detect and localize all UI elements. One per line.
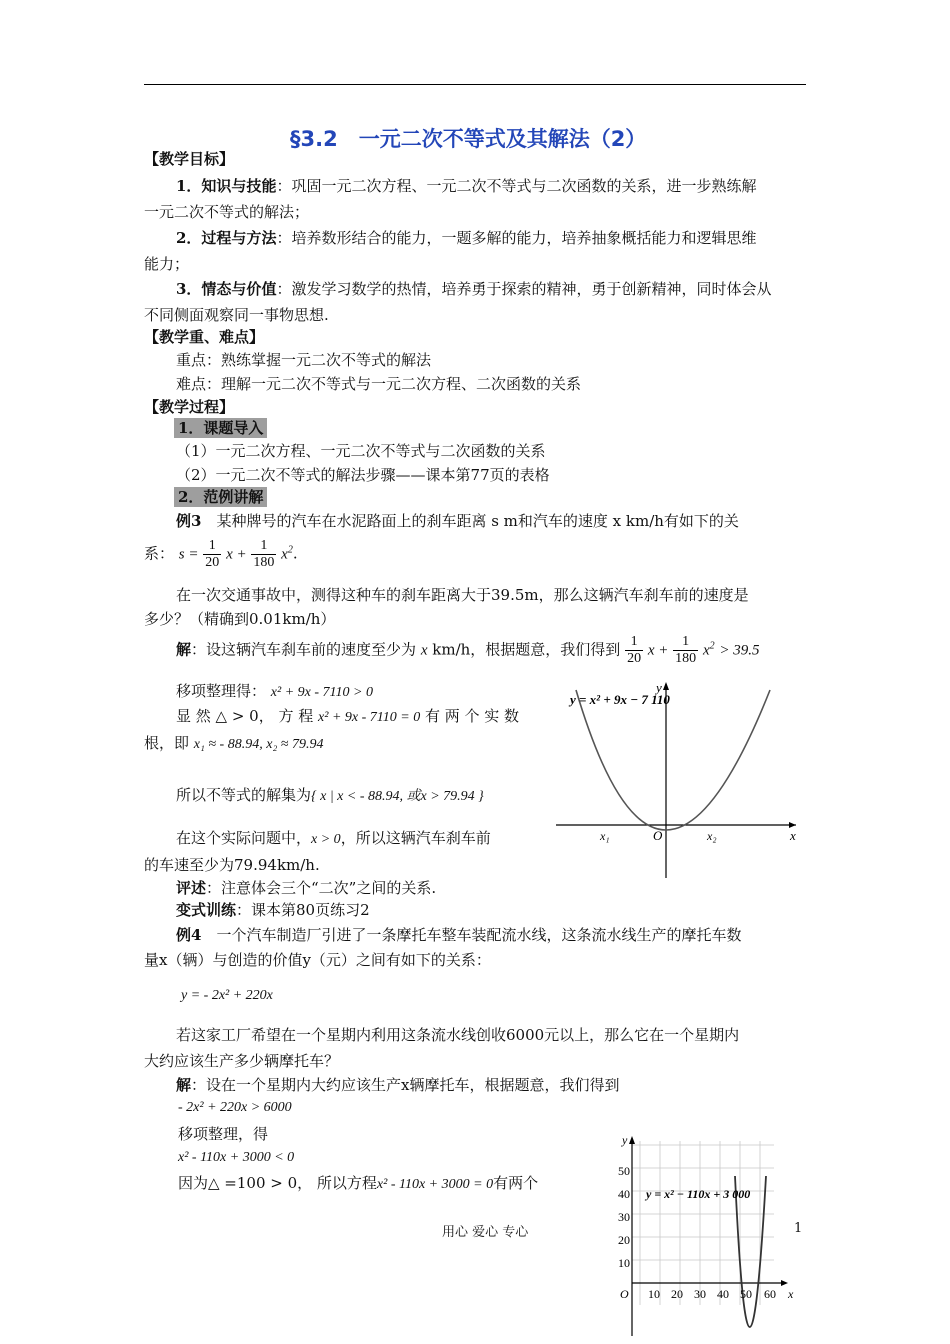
ex3-solset-a: 所以不等式的解集为 (176, 786, 312, 804)
page-number: 1 (794, 1221, 803, 1236)
drill-label: 变式训练 (176, 901, 237, 919)
ex4-sol-text: ：设在一个星期内大约应该生产x辆摩托车，根据题意，我们得到 (191, 1076, 620, 1094)
ex4-text: 一个汽车制造厂引进了一条摩托车整车装配流水线，这条流水线生产的摩托车数 (201, 926, 742, 944)
ex3-comment (176, 878, 436, 898)
graph2-y-ticks (618, 1164, 630, 1270)
x-axis-arrow (781, 1280, 788, 1286)
ex3-sol-label: 解 (176, 640, 192, 659)
ex3-solset-line (176, 785, 484, 807)
frac-denominator: 180 (675, 651, 697, 666)
y-tick-label: 20 (618, 1233, 630, 1247)
ex4-statement (176, 925, 741, 945)
ex3-sol-text2: km/h，根据题意，我们得到 (432, 640, 621, 659)
ex3-sol-gt: > 39.5 (719, 642, 760, 659)
keypoints-heading: 【教学重、难点】 (144, 328, 265, 346)
ex3-real-b: ，所以这辆汽车刹车前 (340, 829, 491, 847)
ex3-sol-x2: x (702, 642, 710, 659)
keypoint-hard: 难点：理解一元二次不等式与一元二次方程、二次函数的关系 (176, 375, 582, 393)
ex4-ineq2: x² - 110x + 3000 < 0 (178, 1150, 295, 1165)
page-title: §3.2 一元二次不等式及其解法（2） (290, 127, 647, 151)
graph1-x2-label: x₂ (707, 829, 717, 843)
parabola-graph-1 (556, 680, 806, 880)
ex3-period: . (292, 544, 298, 563)
ex3-p2-cont: 多少？（精确到0.01km/h） (144, 610, 336, 628)
ex3-sol-text: ：设这辆汽车刹车前的速度至少为 (191, 640, 417, 659)
graph1-equation: y = x² + 9x − 7 110 (570, 692, 670, 707)
ex3-real-a: 在这个实际问题中， (176, 829, 312, 847)
footer-motto: 用心 爱心 专心 (442, 1225, 529, 1240)
ex3-show-b: 有 两 个 实 数 (424, 707, 520, 725)
ex3-frac-1 (203, 538, 221, 571)
goal-1 (176, 176, 756, 196)
comment-label: 评述 (176, 879, 207, 897)
ex3-p2: 在一次交通事故中，测得这种车的刹车距离大于39.5m，那么这辆汽车刹车前的速度是 (176, 586, 749, 604)
graph2-equation: y = x² − 110x + 3 000 (646, 1187, 751, 1201)
x-tick-label: 20 (671, 1287, 683, 1301)
graph2-grid (632, 1141, 774, 1305)
frac-denominator: 180 (253, 555, 275, 570)
ex3-label: 例3 (176, 512, 202, 530)
goal-2 (176, 228, 756, 248)
frac-denominator: 20 (627, 651, 642, 666)
ex3-formula-line (144, 538, 298, 578)
ex3-frac-2 (251, 538, 276, 571)
superscript-2: 2 (709, 640, 715, 652)
process-heading: 【教学过程】 (144, 398, 235, 416)
graph2-origin-label: O (620, 1287, 629, 1301)
goal-1-label: 1．知识与技能 (176, 177, 277, 195)
section-examples: 2．范例讲解 (174, 487, 267, 507)
ex4-because-a: 因为△ =100 > 0， 所以方程 (178, 1174, 377, 1192)
frac-numerator: 1 (203, 538, 221, 555)
ex4-p2-cont: 大约应该生产多少辆摩托车？ (144, 1052, 340, 1070)
ex4-label: 例4 (176, 926, 202, 944)
ex3-formula-s: s = (178, 546, 199, 563)
ex4-because-line (178, 1173, 538, 1195)
ex3-real-cont: 的车速至少为79.94km/h. (144, 856, 320, 874)
goal-3-text: ：激发学习数学的热情，培养勇于探索的精神，勇于创新精神，同时体会从 (276, 280, 772, 298)
goal-2-label: 2．过程与方法 (176, 229, 277, 247)
ex3-sol-x: x (420, 642, 428, 659)
goal-2-text: ：培养数形结合的能力，一题多解的能力，培养抽象概括能力和逻辑思维 (276, 229, 757, 247)
frac-numerator: 1 (673, 634, 698, 651)
y-axis-arrow (663, 682, 669, 690)
y-tick-label: 40 (618, 1187, 630, 1201)
x-tick-label: 40 (717, 1287, 729, 1301)
ex4-eq3: x² - 110x + 3000 = 0 (376, 1177, 494, 1192)
goal-1-text: ：巩固一元二次方程、一元二次不等式与二次函数的关系，进一步熟练解 (276, 177, 757, 195)
drill-text: ：课本第80页练习2 (236, 901, 370, 919)
keypoint-key: 重点：熟练掌握一元二次不等式的解法 (176, 351, 432, 369)
ex3-text: 某种牌号的汽车在水泥路面上的刹车距离 s m和汽车的速度 x km/h有如下的关 (201, 512, 739, 530)
ex4-sol-label: 解 (176, 1076, 192, 1094)
header-rule (144, 84, 806, 85)
y-axis-arrow (629, 1136, 635, 1144)
frac-denominator: 20 (205, 555, 220, 570)
ex3-eq1: x² + 9x - 7110 > 0 (270, 685, 373, 700)
y-tick-label: 10 (618, 1256, 630, 1270)
ex3-formula-x: x + (226, 546, 247, 563)
ex4-p2: 若这家工厂希望在一个星期内利用这条流水线创收6000元以上，那么它在一个星期内 (176, 1026, 740, 1044)
ex3-text-b: 系： (144, 544, 175, 563)
ex4-text-cont: 量x（辆）与创造的价值y（元）之间有如下的关系： (144, 951, 491, 969)
intro-item-1: （1）一元二次方程、一元二次不等式与二次函数的关系 (176, 442, 546, 460)
y-tick-label: 30 (618, 1210, 630, 1224)
ex4-solution (176, 1075, 619, 1095)
x-tick-label: 30 (694, 1287, 706, 1301)
goal-3-cont: 不同侧面观察同一事物思想. (144, 306, 329, 324)
ex3-drill (176, 900, 370, 920)
goals-heading: 【教学目标】 (144, 150, 235, 168)
graph1-x-label: x (790, 828, 796, 843)
ex3-roots-line (144, 733, 324, 755)
ex3-move: 移项整理得： (176, 682, 267, 700)
graph1-x1-label: x₁ (600, 829, 610, 843)
goal-2-cont: 能力； (144, 255, 190, 273)
graph1-y-label: y (656, 680, 662, 695)
ex4-formula: y = - 2x² + 220x (181, 988, 273, 1003)
ex3-move-line (176, 681, 373, 703)
graph1-origin-label: O (653, 828, 663, 843)
ex3-root-a: 根，即 (144, 734, 190, 752)
x-tick-label: 50 (740, 1287, 752, 1301)
ex3-eq2: x² + 9x - 7110 = 0 (318, 710, 421, 725)
parabola-graph-2 (606, 1130, 806, 1340)
intro-item-2: （2）一元二次不等式的解法步骤——课本第77页的表格 (176, 466, 550, 484)
ex4-move: 移项整理，得 (178, 1125, 269, 1143)
ex4-ineq1: - 2x² + 220x > 6000 (178, 1100, 292, 1115)
goal-1-cont: 一元二次不等式的解法； (144, 203, 310, 221)
graph2-x-label: x (788, 1287, 794, 1301)
ex3-sol-x-plus: x + (647, 642, 669, 659)
ex3-statement (176, 511, 739, 531)
frac-numerator: 1 (251, 538, 276, 555)
parabola-curve (576, 690, 770, 830)
ex3-sol-frac-1 (625, 634, 643, 667)
ex3-solution (176, 634, 760, 674)
superscript-2: 2 (287, 544, 293, 556)
ex3-roots: x₁ ≈ - 88.94, x₂ ≈ 79.94 (193, 737, 324, 752)
ex3-real-line (176, 828, 491, 850)
frac-numerator: 1 (625, 634, 643, 651)
ex4-because-b: 有两个 (493, 1174, 539, 1192)
goal-3 (176, 279, 771, 299)
graph2-y-label: y (622, 1133, 628, 1147)
ex3-show-line (176, 706, 519, 728)
ex3-sol-frac-2 (673, 634, 698, 667)
goal-3-label: 3．情态与价值 (176, 280, 277, 298)
y-tick-label: 50 (618, 1164, 630, 1178)
x-tick-label: 60 (764, 1287, 776, 1301)
x-tick-label: 10 (648, 1287, 660, 1301)
ex3-formula-x2: x (281, 546, 288, 563)
ex3-solset: { x | x < - 88.94, 或x > 79.94 } (311, 789, 484, 804)
section-intro: 1．课题导入 (174, 418, 267, 438)
comment-text: ：注意体会三个“二次”之间的关系. (206, 879, 437, 897)
ex3-show-a: 显 然 △ > 0， 方 程 (176, 707, 314, 725)
ex3-real-x: x > 0 (311, 832, 341, 847)
